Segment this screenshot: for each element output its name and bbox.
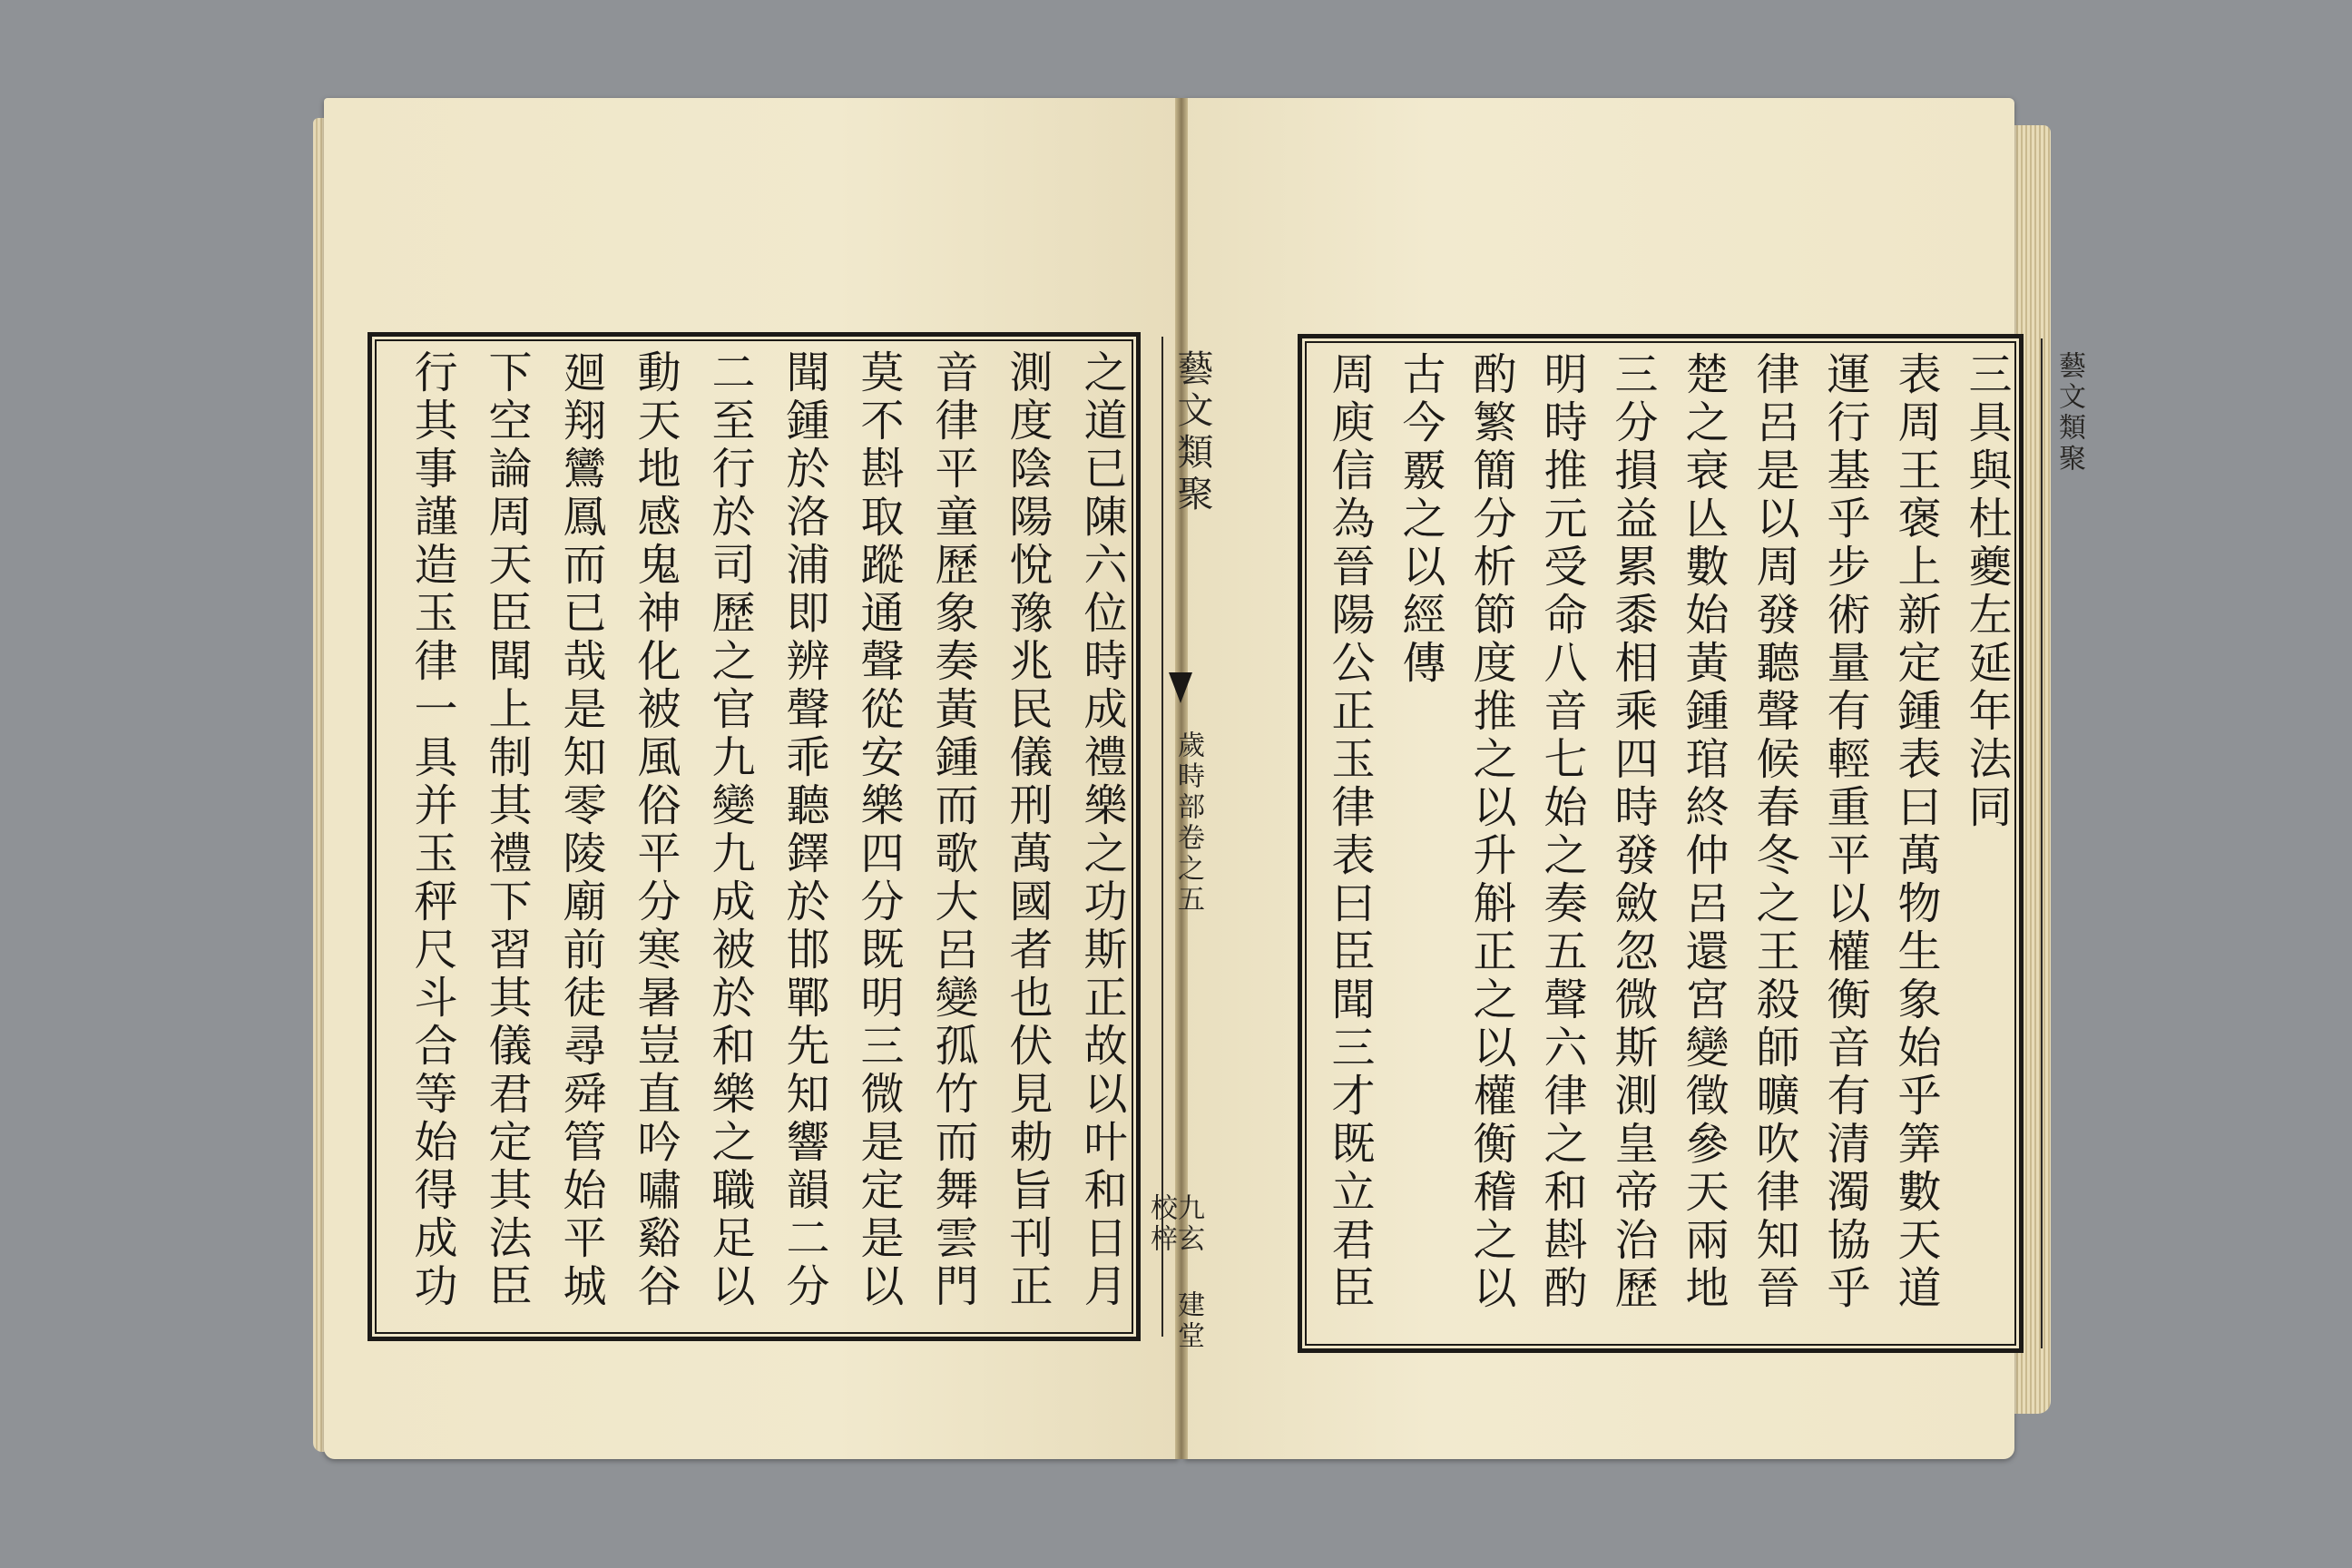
left-margin-publisher: 九玄 建堂校梓 — [1145, 1193, 1204, 1352]
left-column-2: 測度陰陽悅豫兆民儀刑萬國者也伏見勅旨刊正 — [1002, 349, 1053, 1311]
left-column-7: 動天地感鬼神化被風俗平分寒暑豈直吟嘯谿谷 — [630, 349, 681, 1311]
left-column-8: 廻翔鸞鳳而已哉是知零陵廟前徒尋舜管始平城 — [555, 349, 606, 1311]
right-margin-rule — [2041, 338, 2043, 1348]
open-book — [313, 98, 2085, 1464]
right-column-5: 楚之衰亾數始黃鍾琯終仲呂還宮變徵參天兩地 — [1678, 351, 1729, 1313]
left-column-10: 行其事謹造玉律一具并玉秤尺斗合等始得成功 — [407, 349, 457, 1311]
left-margin-rule — [1161, 337, 1163, 1337]
left-text-frame — [368, 332, 1213, 1352]
left-column-4: 莫不斟取蹤通聲從安樂四分既明三微是定是以 — [853, 349, 904, 1311]
right-margin-title: 藝文類聚 — [2053, 351, 2085, 475]
left-column-1: 之道已陳六位時成禮樂之功斯正故以叶和日月 — [1076, 349, 1127, 1311]
right-column-4: 律呂是以周發聽聲候春冬之王殺師曠吹律知晉 — [1749, 351, 1799, 1313]
left-margin-volume: 歲時部卷之五 — [1172, 730, 1204, 916]
right-text-frame — [1298, 334, 2085, 1353]
right-column-9: 古今覈之以經傳 — [1395, 351, 1446, 688]
left-column-9: 下空論周天臣聞上制其禮下習其儀君定其法臣 — [481, 349, 532, 1311]
right-column-7: 明時推元受命八音七始之奏五聲六律之和斟酌 — [1536, 351, 1587, 1313]
right-column-10: 周庾信為晉陽公正玉律表曰臣聞三才既立君臣 — [1324, 351, 1375, 1313]
left-margin-title: 藝文類聚 — [1171, 349, 1213, 516]
left-column-5: 聞鍾於洛浦即辨聲乖聽鐸於邯鄲先知響韻二分 — [779, 349, 829, 1311]
right-column-3: 運行基乎步術量有輕重平以權衡音有清濁協乎 — [1819, 351, 1870, 1313]
right-column-1: 三具與杜夔左延年法同 — [1961, 351, 2012, 832]
left-column-3: 音律平童歷象奏黃鍾而歌大呂變孤竹而舞雲門 — [927, 349, 978, 1311]
right-column-8: 酌繁簡分析節度推之以升斛正之以權衡稽之以 — [1465, 351, 1516, 1313]
right-column-2: 表周王褒上新定鍾表曰萬物生象始乎筭數天道 — [1890, 351, 1941, 1313]
left-column-6: 二至行於司歷之官九變九成被於和樂之職足以 — [704, 349, 755, 1311]
right-column-6: 三分損益累黍相乘四時發斂忽微斯測皇帝治歷 — [1607, 351, 1658, 1313]
